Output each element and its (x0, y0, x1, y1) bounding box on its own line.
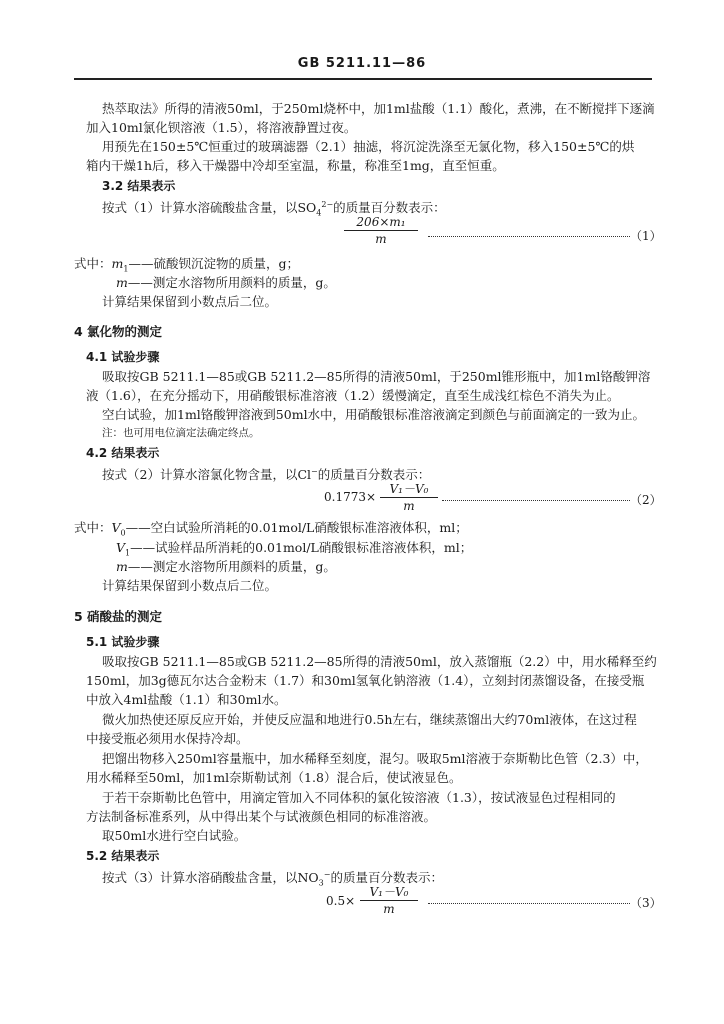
formula-1 (344, 214, 418, 247)
note-line: 注：也可用电位滴定法确定终点。 (102, 427, 260, 439)
variable-definition: m——测定水溶物所用颜料的质量，g。 (116, 559, 336, 574)
formula-3 (360, 884, 418, 917)
paragraph-line: 加入10ml氯化钡溶液（1.5），将溶液静置过夜。 (86, 120, 357, 135)
paragraph-line: 中接受瓶必须用水保持冷却。 (86, 731, 249, 746)
equation-number-2: （2） (630, 493, 662, 507)
header-rule (74, 78, 652, 80)
leader-dots (442, 500, 630, 501)
paragraph-line: 空白试验，加1ml铬酸钾溶液到50ml水中，用硝酸银标准溶液滴定到颜色与前面滴定的一致为止。 (102, 407, 646, 422)
section-4-heading: 4 氯化物的测定 (74, 324, 163, 339)
paragraph-line: 微火加热使还原反应开始，并使反应温和地进行0.5h左右，继续蒸馏出大约70ml液体，在这过程 (102, 712, 637, 727)
formula-2 (380, 481, 438, 514)
formula-3-numerator: V₁－V₀ (360, 884, 418, 901)
paragraph-line: 方法制备标准系列，从中得出某个与试液颜色相同的标准溶液。 (86, 809, 437, 824)
section-5-2-heading: 5.2 结果表示 (86, 849, 160, 863)
paragraph-line: 于若干奈斯勒比色管中，用滴定管加入不同体积的氯化铵溶液（1.3），按试液显色过程相同的 (102, 790, 616, 805)
leader-dots (428, 236, 630, 237)
paragraph-line: 用水稀释至50ml，加1ml奈斯勒试剂（1.8）混合后，使试液显色。 (86, 770, 462, 785)
equation-number-1: （1） (630, 229, 662, 243)
paragraph-line: 按式（2）计算水溶氯化物含量，以Cl−的质量百分数表示： (102, 467, 431, 483)
section-3-2-heading: 3.2 结果表示 (102, 179, 176, 193)
formula-3-coefficient: 0.5× (326, 894, 356, 908)
leader-dots (428, 903, 630, 904)
paragraph-line: 取50ml水进行空白试验。 (102, 828, 247, 843)
section-5-1-heading: 5.1 试验步骤 (86, 635, 160, 649)
paragraph-line: 箱内干燥1h后，移入干燥器中冷却至室温，称量，称准至1mg，直至恒重。 (86, 158, 505, 173)
section-4-1-heading: 4.1 试验步骤 (86, 350, 160, 364)
formula-1-denominator: m (375, 232, 387, 246)
paragraph-line: 计算结果保留到小数点后二位。 (102, 578, 278, 593)
paragraph-line: 热萃取法》所得的清液50ml，于250ml烧杯中，加1ml盐酸（1.1）酸化，煮沸，在不断搅拌下逐滴 (102, 101, 655, 116)
variable-definition: $V_1——$试验样品所消耗的0.01mol/L硝酸银标准溶液体积，ml； (116, 540, 473, 558)
formula-3-denominator: m (383, 902, 395, 916)
equation-number-3: （3） (630, 896, 662, 910)
paragraph-line: 把馏出物移入250ml容量瓶中，加水稀释至刻度，混匀。吸取5ml溶液于奈斯勒比色管（2.3）中， (102, 751, 648, 766)
formula-2-numerator: V₁－V₀ (380, 481, 438, 498)
formula-1-numerator: 206×m₁ (344, 214, 418, 231)
section-5-heading: 5 硝酸盐的测定 (74, 609, 163, 624)
standard-code-header: GB 5211.11—86 (297, 56, 427, 71)
variable-definition: 式中：$m_1——$硫酸钡沉淀物的质量，g； (74, 256, 299, 274)
variable-definition: m——测定水溶物所用颜料的质量，g。 (116, 275, 336, 290)
paragraph-line: 中放入4ml盐酸（1.1）和30ml水。 (86, 692, 287, 707)
formula-2-coefficient: 0.1773× (324, 490, 377, 504)
paragraph-line: 按式（3）计算水溶硝酸盐含量，以$NO_3^-$的质量百分数表示： (102, 870, 443, 888)
section-4-2-heading: 4.2 结果表示 (86, 446, 160, 460)
paragraph-line: 吸取按GB 5211.1—85或GB 5211.2—85所得的清液50ml，放入蒸馏瓶（2.2）中，用水稀释至约 (102, 654, 657, 669)
paragraph-line: 用预先在150±5℃恒重过的玻璃滤器（2.1）抽滤，将沉淀洗涤至无氯化物，移入150±5℃的烘 (102, 139, 635, 154)
paragraph-line: 吸取按GB 5211.1—85或GB 5211.2—85所得的清液50ml，于250ml锥形瓶中，加1ml铬酸钾溶 (102, 369, 651, 384)
paragraph-line: 按式（1）计算水溶硫酸盐含量，以$SO_4^{2-}$的质量百分数表示： (102, 200, 446, 218)
paragraph-line: 150ml，加3g德瓦尔达合金粉末（1.7）和30ml氢氧化钠溶液（1.4），立刻封闭蒸馏设备，在接受瓶 (86, 673, 645, 688)
formula-2-denominator: m (403, 499, 415, 513)
paragraph-line: 计算结果保留到小数点后二位。 (102, 294, 278, 309)
paragraph-line: 液（1.6），在充分摇动下，用硝酸银标准溶液（1.2）缓慢滴定，直至生成浅红棕色不消失为止。 (86, 388, 620, 403)
variable-definition: 式中：$V_0——$空白试验所消耗的0.01mol/L硝酸银标准溶液体积，ml； (74, 520, 468, 538)
